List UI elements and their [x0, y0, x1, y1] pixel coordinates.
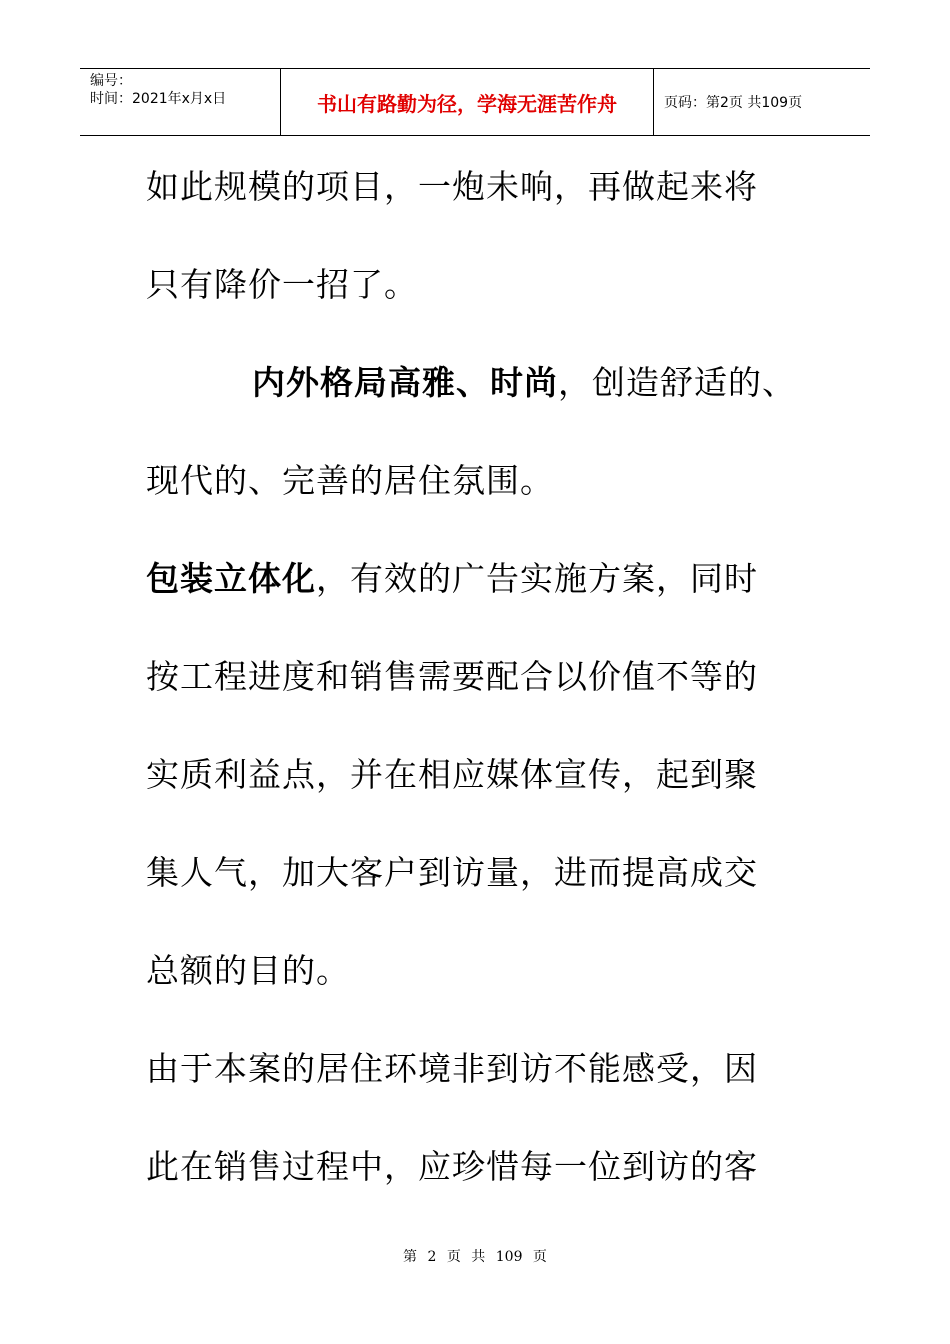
document-body — [146, 138, 846, 1216]
body-line-text: 由于本案的居住环境非到访不能感受，因 — [146, 1049, 758, 1088]
body-line-text: ，有效的广告实施方案，同时 — [316, 559, 758, 598]
body-line — [146, 1118, 846, 1216]
body-line — [146, 726, 846, 824]
body-line-text: 现代的、完善的居住氛围。 — [146, 461, 554, 500]
header-motto: 书山有路勤为径，学海无涯苦作舟 — [317, 91, 617, 116]
document-date: 时间：2021年x月x日 — [90, 91, 227, 107]
body-line-bold: 内外格局高雅、时尚 — [252, 363, 558, 402]
body-line — [146, 334, 846, 432]
body-line-text: 按工程进度和销售需要配合以价值不等的 — [146, 657, 758, 696]
body-line-text: 实质利益点，并在相应媒体宣传，起到聚 — [146, 755, 758, 794]
header-page-code: 页码：第2页 共109页 — [664, 95, 803, 111]
body-line — [146, 138, 846, 236]
page-footer: 第 2 页 共 109 页 — [403, 1249, 547, 1265]
body-line-text: 总额的目的。 — [146, 951, 350, 990]
body-line — [146, 628, 846, 726]
body-line — [146, 922, 846, 1020]
body-line-text: 此在销售过程中，应珍惜每一位到访的客 — [146, 1147, 758, 1186]
body-line-text: ，创造舒适的、 — [558, 363, 796, 402]
body-line — [146, 236, 846, 334]
body-line-text: 集人气，加大客户到访量，进而提高成交 — [146, 853, 758, 892]
header-page-cell — [654, 69, 871, 136]
header-meta-cell — [80, 69, 281, 136]
body-line — [146, 432, 846, 530]
document-number-label: 编号： — [90, 73, 132, 89]
page-header — [80, 68, 870, 136]
body-line-text: 如此规模的项目，一炮未响，再做起来将 — [146, 167, 758, 206]
body-line — [146, 1020, 846, 1118]
body-line — [146, 530, 846, 628]
header-motto-cell — [281, 69, 654, 136]
body-line-text: 只有降价一招了。 — [146, 265, 418, 304]
body-line-bold: 包装立体化 — [146, 559, 316, 598]
body-line — [146, 824, 846, 922]
